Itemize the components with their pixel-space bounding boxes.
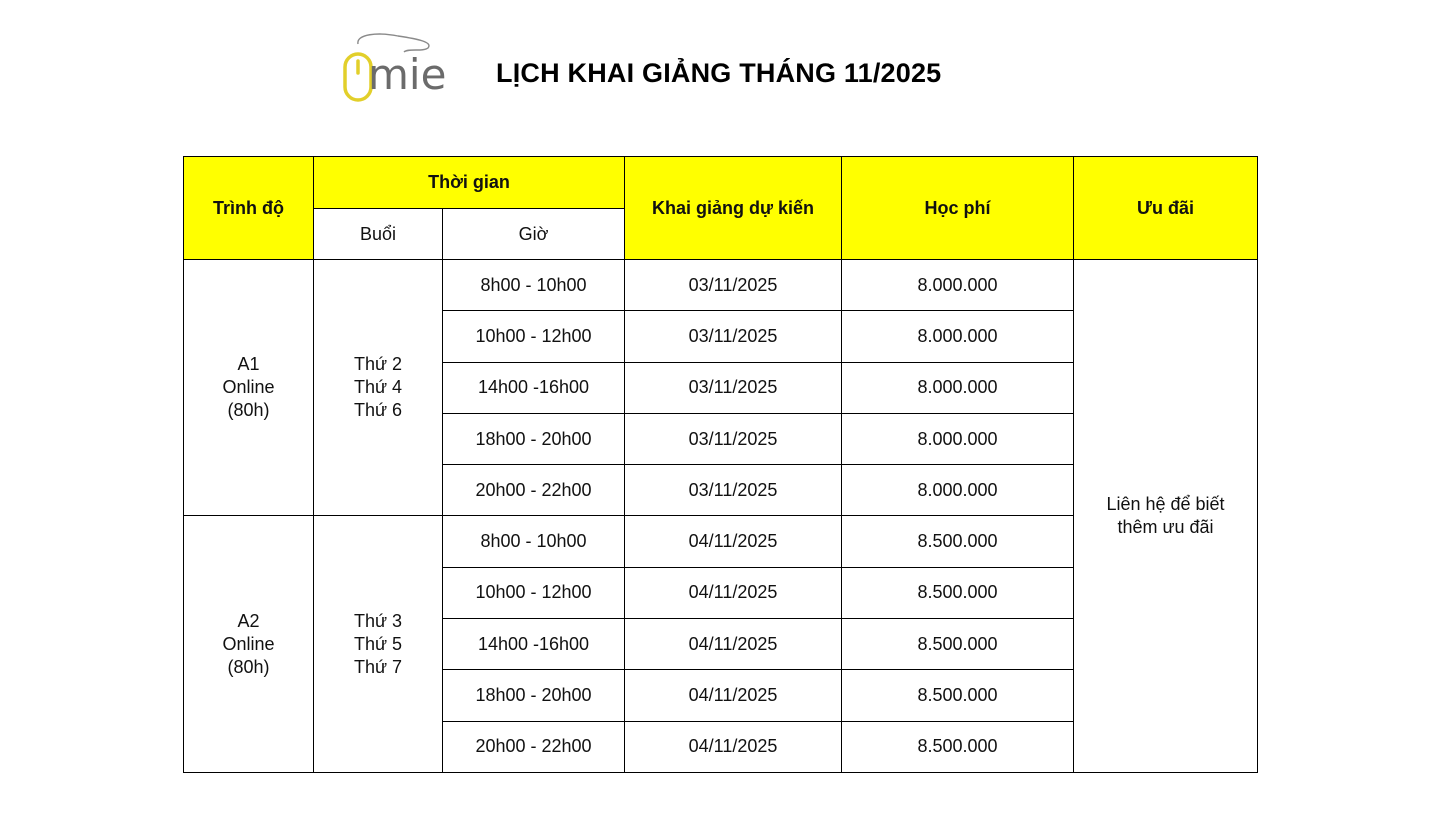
start-cell: 03/11/2025	[625, 362, 842, 413]
page-title: LỊCH KHAI GIẢNG THÁNG 11/2025	[496, 58, 942, 88]
start-cell: 04/11/2025	[625, 567, 842, 618]
time-cell: 18h00 - 20h00	[443, 670, 625, 721]
header-row	[184, 157, 1258, 209]
table-row	[184, 260, 1258, 311]
fee-cell: 8.000.000	[842, 362, 1074, 413]
time-cell: 14h00 -16h00	[443, 362, 625, 413]
fee-cell: 8.000.000	[842, 465, 1074, 516]
level-name: A1	[237, 354, 260, 375]
header-start: Khai giảng dự kiến	[625, 157, 842, 260]
start-cell: 04/11/2025	[625, 721, 842, 772]
level-name: A2	[237, 610, 260, 631]
time-cell: 10h00 - 12h00	[443, 567, 625, 618]
days-cell-a2	[314, 516, 443, 772]
days-cell-a1	[314, 260, 443, 516]
time-cell: 14h00 -16h00	[443, 619, 625, 670]
level-hours: (80h)	[227, 656, 270, 677]
fee-cell: 8.500.000	[842, 670, 1074, 721]
header-time: Thời gian	[314, 157, 625, 209]
header-fee: Học phí	[842, 157, 1074, 260]
offer-text: Liên hệ để biết thêm ưu đãi	[1106, 493, 1225, 537]
time-cell: 8h00 - 10h00	[443, 260, 625, 311]
header-offer: Ưu đãi	[1074, 157, 1258, 260]
time-cell: 20h00 - 22h00	[443, 465, 625, 516]
fee-cell: 8.000.000	[842, 311, 1074, 362]
day: Thứ 5	[353, 633, 403, 654]
time-cell: 8h00 - 10h00	[443, 516, 625, 567]
level-hours: (80h)	[227, 400, 270, 421]
start-cell: 03/11/2025	[625, 413, 842, 464]
header-level: Trình độ	[184, 157, 314, 260]
day: Thứ 2	[353, 354, 403, 375]
header-hours: Giờ	[443, 209, 625, 260]
fee-cell: 8.000.000	[842, 413, 1074, 464]
fee-cell: 8.500.000	[842, 516, 1074, 567]
start-cell: 04/11/2025	[625, 619, 842, 670]
time-cell: 20h00 - 22h00	[443, 721, 625, 772]
header-session: Buổi	[314, 209, 443, 260]
day: Thứ 4	[353, 377, 403, 398]
level-mode: Online	[222, 377, 275, 398]
start-cell: 03/11/2025	[625, 260, 842, 311]
level-cell-a1	[184, 260, 314, 516]
day: Thứ 7	[353, 656, 403, 677]
day: Thứ 6	[353, 400, 403, 421]
level-mode: Online	[222, 633, 275, 654]
fee-cell: 8.500.000	[842, 567, 1074, 618]
logo-text: mie	[368, 50, 447, 99]
start-cell: 03/11/2025	[625, 311, 842, 362]
start-cell: 04/11/2025	[625, 516, 842, 567]
schedule-table	[183, 156, 1258, 773]
omie-logo	[338, 30, 448, 108]
fee-cell: 8.500.000	[842, 721, 1074, 772]
start-cell: 03/11/2025	[625, 465, 842, 516]
fee-cell: 8.500.000	[842, 619, 1074, 670]
time-cell: 10h00 - 12h00	[443, 311, 625, 362]
time-cell: 18h00 - 20h00	[443, 413, 625, 464]
day: Thứ 3	[353, 610, 403, 631]
fee-cell: 8.000.000	[842, 260, 1074, 311]
offer-cell	[1074, 260, 1258, 773]
start-cell: 04/11/2025	[625, 670, 842, 721]
level-cell-a2	[184, 516, 314, 772]
